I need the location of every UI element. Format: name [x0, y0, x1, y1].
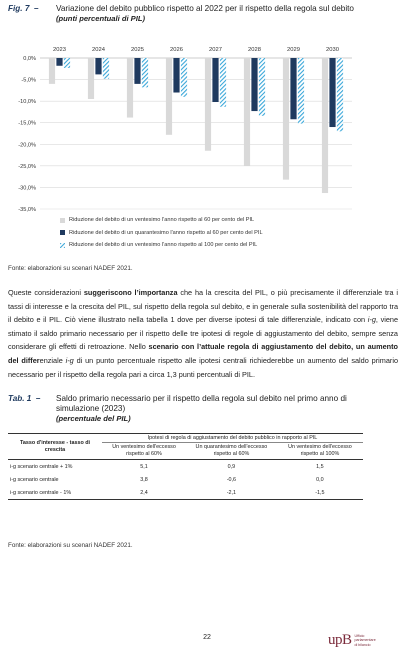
legend-item [60, 227, 263, 240]
bar [127, 58, 133, 118]
column-header: Un ventesimo dell'eccesso rispetto al 100% [277, 443, 363, 460]
group-header: Ipotesi di regola di aggiustamento del debito pubblico in rapporto al PIL [102, 434, 363, 443]
table-subtitle: (percentuale del PIL) [56, 414, 131, 423]
table-cell: 5,1 [140, 463, 148, 470]
x-tick-label: 2024 [92, 47, 105, 53]
text-run: Queste considerazioni [8, 288, 84, 297]
bar [337, 58, 343, 131]
x-tick-label: 2025 [131, 47, 144, 53]
bar [259, 58, 265, 116]
bar [64, 58, 70, 68]
y-tick-label: -10,0% [18, 99, 36, 106]
bar [88, 58, 94, 99]
legend-label: Riduzione del debito di un ventesimo l'anno rispetto al 100 per cento del PIL [69, 242, 258, 248]
figure-title: Variazione del debito pubblico rispetto al 2022 per il rispetto della regola sul debito [56, 4, 354, 13]
text-run: , viene stimato il saldo primario necessario per il rispetto delle tre ipotesi di regole di aggiustamento del debito, sempre senza considerare gli effetti di retroazione. Nello [8, 315, 399, 352]
bar [56, 58, 62, 66]
bar [322, 58, 328, 193]
figure-source: Fonte: elaborazioni su scenari NADEF 2021. [8, 265, 133, 272]
bar [290, 58, 296, 119]
table-cell: 0,9 [227, 463, 236, 470]
legend-item [60, 214, 263, 227]
legend-label: Riduzione del debito di un quarantesimo l'anno rispetto al 60 per cento del PIL [69, 229, 263, 236]
bar [166, 58, 172, 135]
bold-run: suggeriscono l’importanza [83, 288, 178, 297]
bar [134, 58, 140, 84]
logo-mark: upB [328, 632, 352, 648]
table-cell: 2,4 [102, 486, 186, 500]
legend-label: Riduzione del debito di un ventesimo l'anno rispetto al 60 per cento del PIL [69, 217, 255, 223]
x-tick-label: 2027 [209, 47, 222, 53]
figure-subtitle: (punti percentuali di PIL) [56, 14, 146, 23]
italic-run: i-g [367, 315, 376, 325]
table-row [8, 486, 363, 500]
table-cell: -0,6 [226, 476, 237, 483]
table-label: Tab. 1 – [8, 394, 41, 403]
page-number: 22 [203, 634, 211, 641]
table-cell: -1,5 [277, 486, 363, 500]
table-row [8, 460, 363, 474]
upb-logo [328, 632, 376, 649]
y-tick-label: -5,0% [21, 77, 36, 84]
table-title-block [56, 394, 386, 424]
italic-run: i-g [65, 355, 74, 365]
legend-item [60, 239, 263, 252]
primary-balance-table [8, 433, 363, 500]
stub-header: Tasso d'interesse - tasso di crescita [8, 434, 102, 460]
x-tick-label: 2030 [326, 47, 339, 53]
table-cell: -2,1 [186, 486, 277, 500]
y-tick-label: -35,0% [18, 207, 36, 213]
x-tick-label: 2026 [170, 47, 183, 53]
table-cell: 3,8 [140, 476, 148, 483]
x-tick-label: 2028 [248, 47, 261, 53]
debt-variation-chart [0, 38, 414, 214]
text-run: che ha la crescita del PIL, o più precisamente il differenziale tra i tassi di interesse e la crescita del PIL, sul rispetto della regola sul debito, e in generale sulla sostenibilità del rapporto tra il debito e il PIL. Ciò viene illustrato nella tabella 1 dove per diverse ipotesi di tale differenziale, indicato con [8, 288, 398, 325]
bar [95, 58, 101, 74]
legend-swatch [60, 230, 65, 235]
row-label: i-g scenario centrale - 1% [8, 486, 102, 500]
legend-swatch [60, 218, 65, 223]
row-label: i-g scenario centrale [10, 476, 59, 483]
bold-run: scenario con l’attuale regola di aggiustamento del debito, un aumento del differ [8, 342, 398, 365]
bar [298, 58, 304, 124]
bar [283, 58, 289, 180]
chart-legend [60, 214, 263, 252]
x-tick-label: 2029 [287, 47, 300, 53]
y-tick-label: -30,0% [18, 185, 36, 192]
x-tick-label: 2023 [53, 47, 66, 53]
bar [181, 58, 187, 97]
bar [244, 58, 250, 166]
bar [103, 58, 109, 79]
column-header: Un ventesimo dell'eccesso rispetto al 60% [102, 443, 186, 460]
y-tick-label: -25,0% [18, 163, 36, 170]
bar [220, 58, 226, 107]
figure-label: Fig. 7 – [8, 4, 39, 13]
table-cell: 0,0 [316, 476, 324, 483]
text-run: enziale [39, 355, 66, 365]
bar [173, 58, 179, 93]
y-tick-label: -20,0% [18, 142, 36, 149]
legend-swatch [60, 243, 65, 248]
y-tick-label: -15,0% [18, 120, 36, 127]
bar [212, 58, 218, 102]
table-source: Fonte: elaborazioni su scenari NADEF 2021. [8, 542, 133, 549]
table-cell: 1,5 [316, 463, 324, 470]
table-title: Saldo primario necessario per il rispetto della regola sul debito nel primo anno di simulazione (2023) [56, 394, 347, 413]
bar [49, 58, 55, 84]
bar [205, 58, 211, 151]
figure-title-block [56, 4, 401, 24]
text-run: di un punto percentuale rispetto alle ipotesi centrali richiederebbe un aumento del saldo primario necessario per il rispetto della regola pari a circa 1,3 punti percentuali di PIL. [8, 355, 398, 379]
column-header: Un quarantesimo dell'eccesso rispetto al 60% [186, 443, 277, 460]
bar [142, 58, 148, 87]
body-paragraph [8, 286, 398, 381]
table-group-header-row [8, 434, 363, 443]
logo-text: Ufficio parlamentare di bilancio [354, 634, 376, 647]
table-row [8, 473, 363, 486]
row-label: i-g scenario centrale + 1% [10, 463, 73, 470]
bar [329, 58, 335, 127]
bar [251, 58, 257, 111]
y-tick-label: 0,0% [23, 56, 36, 62]
